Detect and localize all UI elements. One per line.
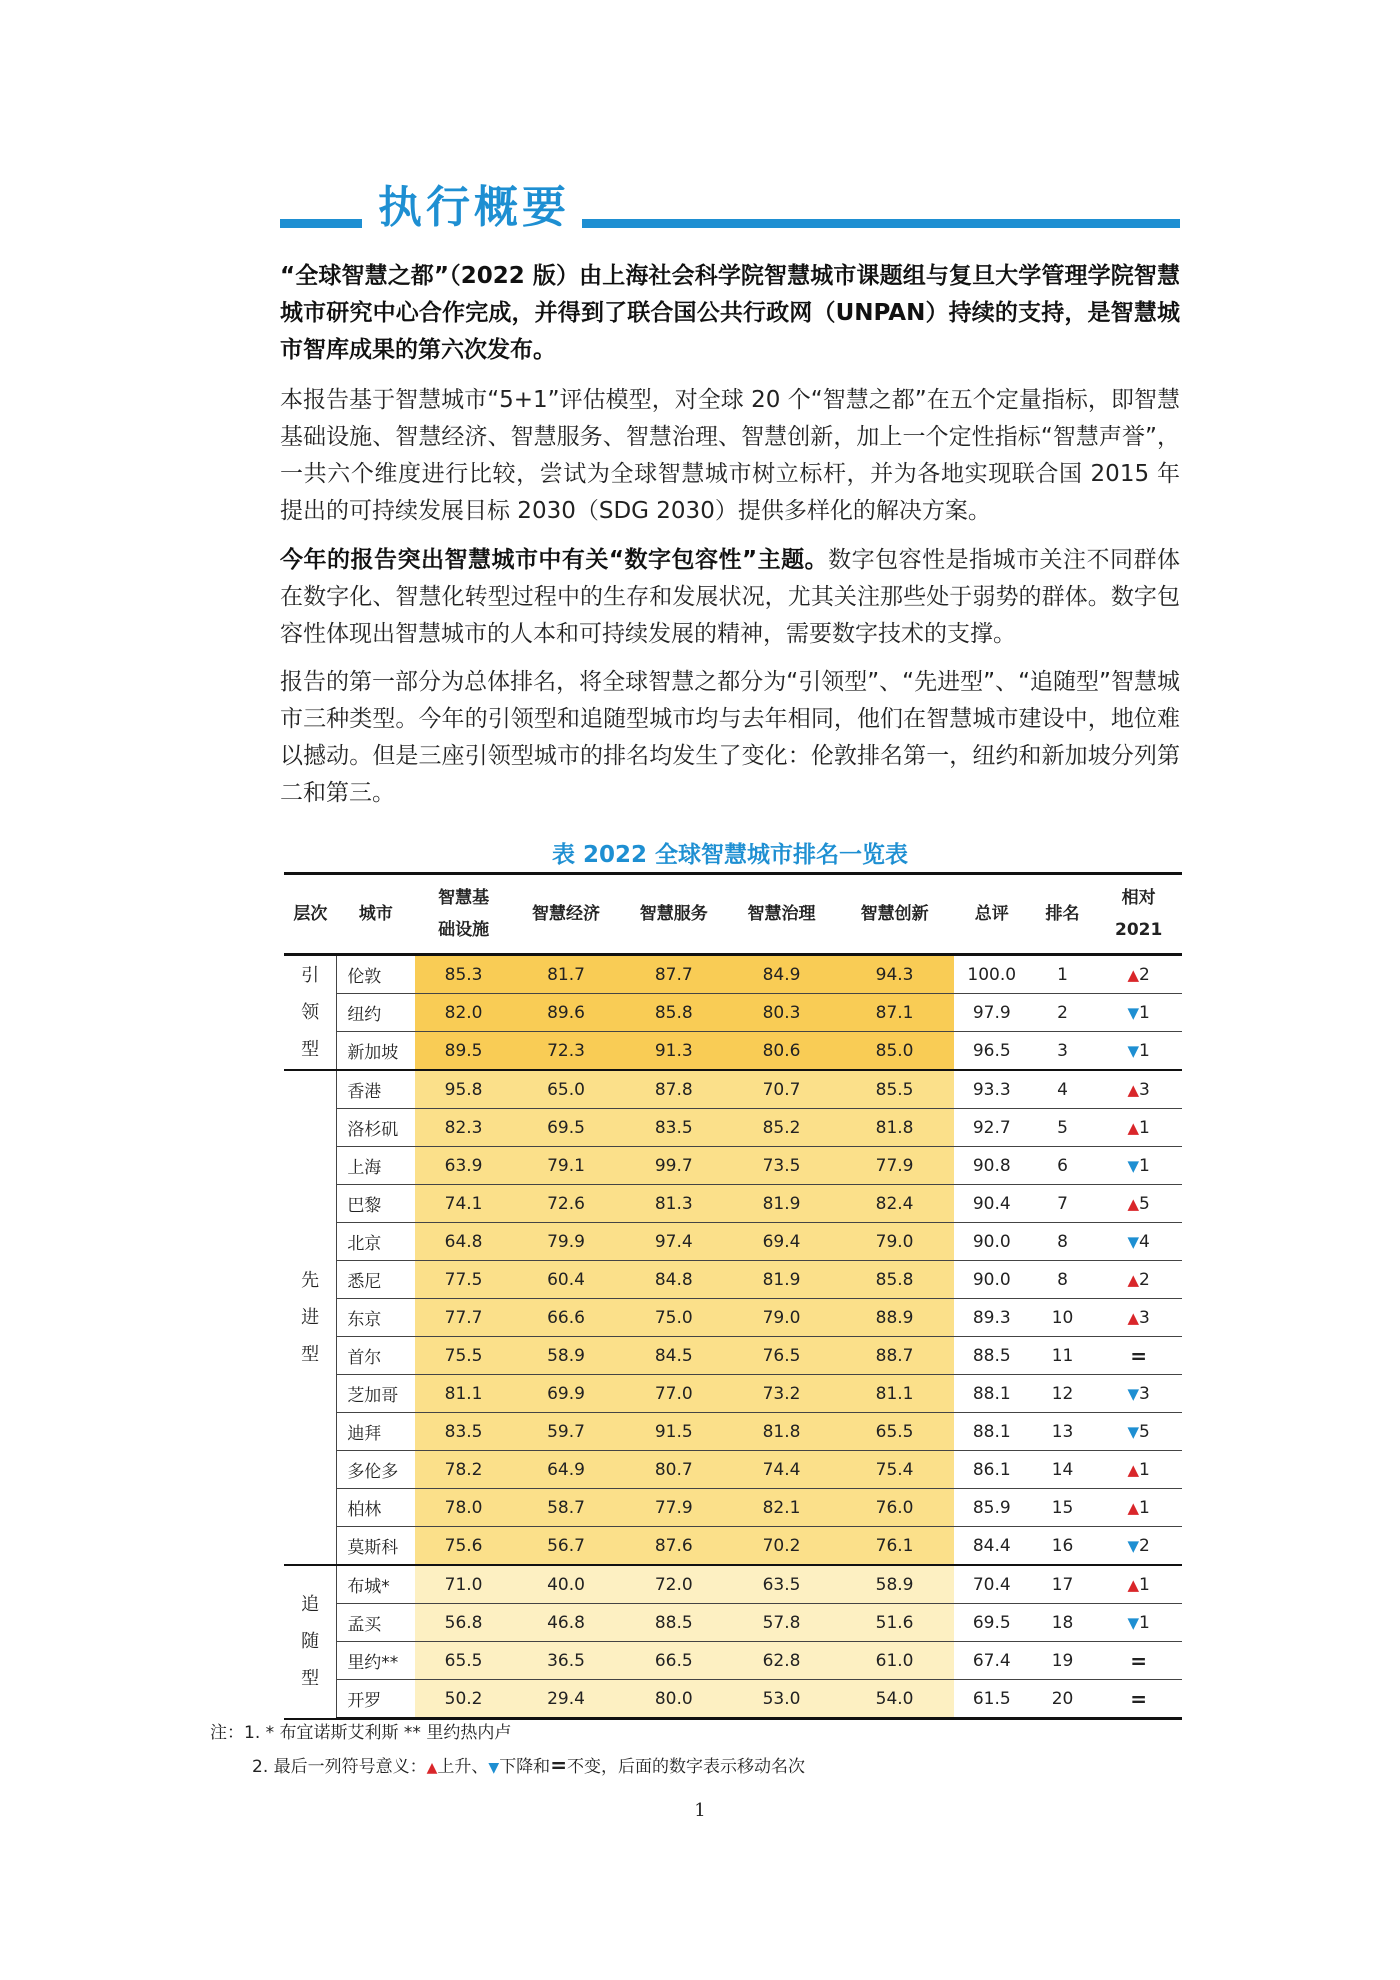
rank-change <box>1095 1109 1182 1147</box>
up-triangle-icon: ▲ <box>426 1760 438 1776</box>
score-innovation: 87.1 <box>835 994 953 1032</box>
score-service: 72.0 <box>620 1565 728 1604</box>
theme-paragraph <box>280 542 1180 653</box>
score-governance: 57.8 <box>728 1604 836 1642</box>
rank-value: 10 <box>1030 1299 1096 1337</box>
tier-char: 领 <box>301 1002 320 1023</box>
score-infra: 75.6 <box>415 1527 512 1566</box>
total-score: 85.9 <box>954 1489 1030 1527</box>
score-governance: 70.2 <box>728 1527 836 1566</box>
table-row <box>284 1375 1182 1413</box>
score-innovation: 54.0 <box>835 1680 953 1719</box>
score-governance: 79.0 <box>728 1299 836 1337</box>
rank-value: 3 <box>1030 1032 1096 1071</box>
table-row <box>284 1070 1182 1109</box>
rank-change-amount: 1 <box>1139 1002 1150 1023</box>
score-economy: 72.3 <box>512 1032 620 1071</box>
header-change <box>1095 874 1182 955</box>
city-name: 纽约 <box>337 994 415 1032</box>
rank-value: 19 <box>1030 1642 1096 1680</box>
score-service: 91.5 <box>620 1413 728 1451</box>
score-infra: 78.0 <box>415 1489 512 1527</box>
city-name: 里约** <box>337 1642 415 1680</box>
down-triangle-icon: ▼ <box>1127 1156 1139 1175</box>
score-infra: 75.5 <box>415 1337 512 1375</box>
total-score: 97.9 <box>954 994 1030 1032</box>
table-row <box>284 1147 1182 1185</box>
up-triangle-icon: ▲ <box>1127 1118 1139 1137</box>
rank-change-amount: 2 <box>1139 1535 1150 1556</box>
rank-change-amount: 3 <box>1139 1307 1150 1328</box>
score-economy: 40.0 <box>512 1565 620 1604</box>
tier-char: 型 <box>301 1344 320 1365</box>
header-tier: 层次 <box>284 874 337 955</box>
table-header-row <box>284 874 1182 955</box>
rank-change <box>1095 1261 1182 1299</box>
score-innovation: 61.0 <box>835 1642 953 1680</box>
page-number: 1 <box>694 1800 706 1821</box>
note-2-same: 不变，后面的数字表示移动名次 <box>566 1757 805 1777</box>
city-name: 新加坡 <box>337 1032 415 1071</box>
rank-value: 13 <box>1030 1413 1096 1451</box>
table-row <box>284 1604 1182 1642</box>
table-title: 表 2022 全球智慧城市排名一览表 <box>551 842 909 868</box>
score-economy: 81.7 <box>512 955 620 994</box>
city-name: 悉尼 <box>337 1261 415 1299</box>
score-governance: 84.9 <box>728 955 836 994</box>
score-innovation: 85.8 <box>835 1261 953 1299</box>
tier-label-leading <box>284 955 337 1071</box>
score-innovation: 82.4 <box>835 1185 953 1223</box>
rank-change-amount: 4 <box>1139 1231 1150 1252</box>
score-economy: 60.4 <box>512 1261 620 1299</box>
table-body <box>284 955 1182 1719</box>
score-economy: 72.6 <box>512 1185 620 1223</box>
city-name: 迪拜 <box>337 1413 415 1451</box>
tier-char: 先 <box>301 1270 320 1291</box>
score-governance: 76.5 <box>728 1337 836 1375</box>
table-row <box>284 1451 1182 1489</box>
down-triangle-icon: ▼ <box>1127 1613 1139 1632</box>
score-infra: 74.1 <box>415 1185 512 1223</box>
rank-change <box>1095 1413 1182 1451</box>
total-score: 70.4 <box>954 1565 1030 1604</box>
rank-change <box>1095 1680 1182 1719</box>
header-rank: 排名 <box>1030 874 1096 955</box>
tier-char: 型 <box>301 1039 320 1060</box>
score-innovation: 65.5 <box>835 1413 953 1451</box>
city-name: 香港 <box>337 1070 415 1109</box>
city-name: 首尔 <box>337 1337 415 1375</box>
down-triangle-icon: ▼ <box>1127 1003 1139 1022</box>
city-name: 开罗 <box>337 1680 415 1719</box>
header-economy: 智慧经济 <box>512 874 620 955</box>
header-total: 总评 <box>954 874 1030 955</box>
up-triangle-icon: ▲ <box>1127 1498 1139 1517</box>
score-economy: 29.4 <box>512 1680 620 1719</box>
score-innovation: 81.8 <box>835 1109 953 1147</box>
up-triangle-icon: ▲ <box>1127 1308 1139 1327</box>
total-score: 93.3 <box>954 1070 1030 1109</box>
rank-value: 14 <box>1030 1451 1096 1489</box>
city-name: 上海 <box>337 1147 415 1185</box>
note-2-prefix: 2. 最后一列符号意义： <box>252 1757 427 1777</box>
score-governance: 53.0 <box>728 1680 836 1719</box>
up-triangle-icon: ▲ <box>1127 1575 1139 1594</box>
table-row <box>284 1337 1182 1375</box>
rank-change <box>1095 1642 1182 1680</box>
score-economy: 64.9 <box>512 1451 620 1489</box>
intro-paragraph: “全球智慧之都”（2022 版）由上海社会科学院智慧城市课题组与复旦大学管理学院智慧城市研究中心合作完成，并得到了联合国公共行政网（UNPAN）持续的支持，是智慧城市智库成果的第六次发布。 <box>280 263 1180 363</box>
rank-value: 15 <box>1030 1489 1096 1527</box>
rank-value: 11 <box>1030 1337 1096 1375</box>
score-infra: 82.0 <box>415 994 512 1032</box>
table-row <box>284 1680 1182 1719</box>
table-row <box>284 1223 1182 1261</box>
score-infra: 89.5 <box>415 1032 512 1071</box>
score-service: 87.6 <box>620 1527 728 1566</box>
up-triangle-icon: ▲ <box>1127 1270 1139 1289</box>
theme-body: 数字包容性是指城市关注不同群体在数字化、智慧化转型过程中的生存和发展状况，尤其关注那些处于弱势的群体。数字包容性体现出智慧城市的人本和可持续发展的精神，需要数字技术的支撑。 <box>280 547 1181 647</box>
score-service: 66.5 <box>620 1642 728 1680</box>
header-city: 城市 <box>337 874 415 955</box>
total-score: 61.5 <box>954 1680 1030 1719</box>
header-infra-line2: 础设施 <box>438 920 490 940</box>
rank-change-amount: 1 <box>1139 1612 1150 1633</box>
score-governance: 70.7 <box>728 1070 836 1109</box>
rank-value: 12 <box>1030 1375 1096 1413</box>
equals-icon: = <box>1130 1686 1148 1711</box>
score-innovation: 94.3 <box>835 955 953 994</box>
total-score: 88.5 <box>954 1337 1030 1375</box>
rank-value: 2 <box>1030 994 1096 1032</box>
rank-change <box>1095 1032 1182 1071</box>
tier-char: 引 <box>301 965 320 986</box>
score-service: 81.3 <box>620 1185 728 1223</box>
up-triangle-icon: ▲ <box>1127 965 1139 984</box>
score-economy: 69.9 <box>512 1375 620 1413</box>
header-infra-line1: 智慧基 <box>438 888 490 908</box>
score-infra: 71.0 <box>415 1565 512 1604</box>
score-service: 97.4 <box>620 1223 728 1261</box>
note-2-up: 上升、 <box>437 1757 489 1777</box>
rank-change-amount: 2 <box>1139 964 1150 985</box>
tier-label-follower <box>284 1565 337 1719</box>
equals-icon: = <box>1130 1648 1148 1673</box>
header-innovation: 智慧创新 <box>835 874 953 955</box>
score-governance: 81.9 <box>728 1261 836 1299</box>
total-score: 90.8 <box>954 1147 1030 1185</box>
rank-value: 16 <box>1030 1527 1096 1566</box>
score-governance: 73.5 <box>728 1147 836 1185</box>
rank-change-amount: 5 <box>1139 1193 1150 1214</box>
score-infra: 78.2 <box>415 1451 512 1489</box>
table-row <box>284 1642 1182 1680</box>
rank-value: 5 <box>1030 1109 1096 1147</box>
table-row <box>284 1109 1182 1147</box>
down-triangle-icon: ▼ <box>1127 1422 1139 1441</box>
city-name: 伦敦 <box>337 955 415 994</box>
score-service: 88.5 <box>620 1604 728 1642</box>
score-innovation: 51.6 <box>835 1604 953 1642</box>
city-name: 北京 <box>337 1223 415 1261</box>
score-service: 99.7 <box>620 1147 728 1185</box>
rank-change <box>1095 1451 1182 1489</box>
total-score: 89.3 <box>954 1299 1030 1337</box>
table-row <box>284 1565 1182 1604</box>
score-economy: 69.5 <box>512 1109 620 1147</box>
score-infra: 85.3 <box>415 955 512 994</box>
table-row <box>284 1032 1182 1071</box>
down-triangle-icon: ▼ <box>1127 1232 1139 1251</box>
rank-change-amount: 1 <box>1139 1497 1150 1518</box>
table-row <box>284 1489 1182 1527</box>
score-service: 77.9 <box>620 1489 728 1527</box>
rank-value: 8 <box>1030 1223 1096 1261</box>
score-service: 80.0 <box>620 1680 728 1719</box>
rank-change <box>1095 1070 1182 1109</box>
rank-change <box>1095 1185 1182 1223</box>
score-governance: 62.8 <box>728 1642 836 1680</box>
rank-change <box>1095 1147 1182 1185</box>
score-economy: 59.7 <box>512 1413 620 1451</box>
ranking-paragraph: 报告的第一部分为总体排名，将全球智慧之都分为“引领型”、“先进型”、“追随型”智慧城市三种类型。今年的引领型和追随型城市均与去年相同，他们在智慧城市建设中，地位难以撼动。但是三座引领型城市的排名均发生了变化：伦敦排名第一，纽约和新加坡分列第二和第三。 <box>280 669 1180 806</box>
rank-value: 18 <box>1030 1604 1096 1642</box>
total-score: 90.0 <box>954 1261 1030 1299</box>
rank-change-amount: 1 <box>1139 1459 1150 1480</box>
tier-char: 型 <box>301 1668 320 1690</box>
city-name: 巴黎 <box>337 1185 415 1223</box>
total-score: 100.0 <box>954 955 1030 994</box>
down-triangle-icon: ▼ <box>1127 1041 1139 1060</box>
down-triangle-icon: ▼ <box>1127 1536 1139 1555</box>
score-service: 77.0 <box>620 1375 728 1413</box>
city-name: 芝加哥 <box>337 1375 415 1413</box>
table-row <box>284 1299 1182 1337</box>
score-service: 87.7 <box>620 955 728 994</box>
score-economy: 66.6 <box>512 1299 620 1337</box>
rank-change-amount: 1 <box>1139 1117 1150 1138</box>
score-governance: 74.4 <box>728 1451 836 1489</box>
score-service: 75.0 <box>620 1299 728 1337</box>
score-governance: 63.5 <box>728 1565 836 1604</box>
score-governance: 80.6 <box>728 1032 836 1071</box>
score-economy: 56.7 <box>512 1527 620 1566</box>
score-infra: 82.3 <box>415 1109 512 1147</box>
score-infra: 95.8 <box>415 1070 512 1109</box>
total-score: 88.1 <box>954 1413 1030 1451</box>
score-service: 85.8 <box>620 994 728 1032</box>
score-economy: 65.0 <box>512 1070 620 1109</box>
equals-icon: = <box>1130 1343 1148 1368</box>
city-name: 布城* <box>337 1565 415 1604</box>
city-name: 多伦多 <box>337 1451 415 1489</box>
total-score: 67.4 <box>954 1642 1030 1680</box>
rank-change <box>1095 994 1182 1032</box>
score-innovation: 79.0 <box>835 1223 953 1261</box>
rank-value: 7 <box>1030 1185 1096 1223</box>
note-2-down: 下降和 <box>499 1757 551 1777</box>
rank-change <box>1095 1527 1182 1566</box>
theme-highlight: 今年的报告突出智慧城市中有关“数字包容性”主题。 <box>280 547 829 573</box>
rank-value: 6 <box>1030 1147 1096 1185</box>
rank-value: 17 <box>1030 1565 1096 1604</box>
header-service: 智慧服务 <box>620 874 728 955</box>
rank-change-amount: 1 <box>1139 1040 1150 1061</box>
score-governance: 80.3 <box>728 994 836 1032</box>
score-infra: 83.5 <box>415 1413 512 1451</box>
rank-change <box>1095 1299 1182 1337</box>
table-row <box>284 955 1182 994</box>
rank-change <box>1095 955 1182 994</box>
score-infra: 77.5 <box>415 1261 512 1299</box>
score-innovation: 77.9 <box>835 1147 953 1185</box>
note-1: 注：1. * 布宜诺斯艾利斯 ** 里约热内卢 <box>210 1723 512 1743</box>
equals-icon: = <box>550 1753 567 1777</box>
total-score: 92.7 <box>954 1109 1030 1147</box>
rank-change <box>1095 1565 1182 1604</box>
score-infra: 65.5 <box>415 1642 512 1680</box>
score-economy: 58.9 <box>512 1337 620 1375</box>
score-innovation: 88.9 <box>835 1299 953 1337</box>
score-infra: 64.8 <box>415 1223 512 1261</box>
note-2 <box>252 1752 805 1781</box>
score-economy: 58.7 <box>512 1489 620 1527</box>
title-rule-left <box>280 219 362 228</box>
total-score: 90.4 <box>954 1185 1030 1223</box>
rank-change <box>1095 1604 1182 1642</box>
score-economy: 46.8 <box>512 1604 620 1642</box>
rank-change-amount: 2 <box>1139 1269 1150 1290</box>
score-service: 80.7 <box>620 1451 728 1489</box>
score-governance: 69.4 <box>728 1223 836 1261</box>
total-score: 86.1 <box>954 1451 1030 1489</box>
total-score: 88.1 <box>954 1375 1030 1413</box>
rank-change-amount: 3 <box>1139 1383 1150 1404</box>
up-triangle-icon: ▲ <box>1127 1080 1139 1099</box>
header-change-line1: 相对 <box>1121 888 1156 908</box>
rank-value: 8 <box>1030 1261 1096 1299</box>
score-economy: 79.1 <box>512 1147 620 1185</box>
total-score: 69.5 <box>954 1604 1030 1642</box>
score-infra: 56.8 <box>415 1604 512 1642</box>
rank-change <box>1095 1337 1182 1375</box>
score-governance: 82.1 <box>728 1489 836 1527</box>
ranking-table <box>284 872 1182 1720</box>
page-title: 执行概要 <box>378 182 570 233</box>
score-governance: 81.9 <box>728 1185 836 1223</box>
score-service: 87.8 <box>620 1070 728 1109</box>
rank-value: 20 <box>1030 1680 1096 1719</box>
score-governance: 81.8 <box>728 1413 836 1451</box>
score-innovation: 75.4 <box>835 1451 953 1489</box>
score-innovation: 85.5 <box>835 1070 953 1109</box>
score-infra: 77.7 <box>415 1299 512 1337</box>
score-service: 83.5 <box>620 1109 728 1147</box>
score-infra: 50.2 <box>415 1680 512 1719</box>
up-triangle-icon: ▲ <box>1127 1194 1139 1213</box>
score-innovation: 85.0 <box>835 1032 953 1071</box>
city-name: 莫斯科 <box>337 1527 415 1566</box>
total-score: 84.4 <box>954 1527 1030 1566</box>
title-rule-right <box>582 219 1180 228</box>
rank-change-amount: 1 <box>1139 1574 1150 1595</box>
rank-change-amount: 1 <box>1139 1155 1150 1176</box>
rank-value: 4 <box>1030 1070 1096 1109</box>
up-triangle-icon: ▲ <box>1127 1460 1139 1479</box>
model-paragraph: 本报告基于智慧城市“5+1”评估模型，对全球 20 个“智慧之都”在五个定量指标，即智慧基础设施、智慧经济、智慧服务、智慧治理、智慧创新，加上一个定性指标“智慧声誉”，一共六个维度进行比较，尝试为全球智慧城市树立标杆，并为各地实现联合国 2015 年提出的可持续发展目标 2030（SDG 2030）提供多样化的解决方案。 <box>280 387 1180 524</box>
table-row <box>284 1413 1182 1451</box>
table-row <box>284 1527 1182 1566</box>
rank-value: 1 <box>1030 955 1096 994</box>
city-name: 柏林 <box>337 1489 415 1527</box>
table-row <box>284 994 1182 1032</box>
rank-change <box>1095 1223 1182 1261</box>
down-triangle-icon: ▼ <box>1127 1384 1139 1403</box>
total-score: 90.0 <box>954 1223 1030 1261</box>
rank-change <box>1095 1375 1182 1413</box>
header-infra <box>415 874 512 955</box>
score-service: 91.3 <box>620 1032 728 1071</box>
rank-change-amount: 3 <box>1139 1079 1150 1100</box>
score-service: 84.8 <box>620 1261 728 1299</box>
score-economy: 89.6 <box>512 994 620 1032</box>
rank-change-amount: 5 <box>1139 1421 1150 1442</box>
score-infra: 81.1 <box>415 1375 512 1413</box>
total-score: 96.5 <box>954 1032 1030 1071</box>
tier-char: 进 <box>301 1307 320 1328</box>
city-name: 东京 <box>337 1299 415 1337</box>
tier-char: 追 <box>301 1594 320 1616</box>
score-innovation: 76.1 <box>835 1527 953 1566</box>
table-row <box>284 1185 1182 1223</box>
score-infra: 63.9 <box>415 1147 512 1185</box>
header-change-line2: 2021 <box>1114 920 1163 940</box>
section-header <box>280 178 1180 248</box>
score-innovation: 88.7 <box>835 1337 953 1375</box>
score-innovation: 81.1 <box>835 1375 953 1413</box>
down-triangle-icon: ▼ <box>488 1760 500 1776</box>
score-economy: 36.5 <box>512 1642 620 1680</box>
tier-label-advanced <box>284 1070 337 1565</box>
score-innovation: 76.0 <box>835 1489 953 1527</box>
score-governance: 73.2 <box>728 1375 836 1413</box>
score-economy: 79.9 <box>512 1223 620 1261</box>
tier-char: 随 <box>301 1631 320 1653</box>
city-name: 洛杉矶 <box>337 1109 415 1147</box>
score-innovation: 58.9 <box>835 1565 953 1604</box>
city-name: 孟买 <box>337 1604 415 1642</box>
table-row <box>284 1261 1182 1299</box>
score-governance: 85.2 <box>728 1109 836 1147</box>
rank-change <box>1095 1489 1182 1527</box>
score-service: 84.5 <box>620 1337 728 1375</box>
header-governance: 智慧治理 <box>728 874 836 955</box>
